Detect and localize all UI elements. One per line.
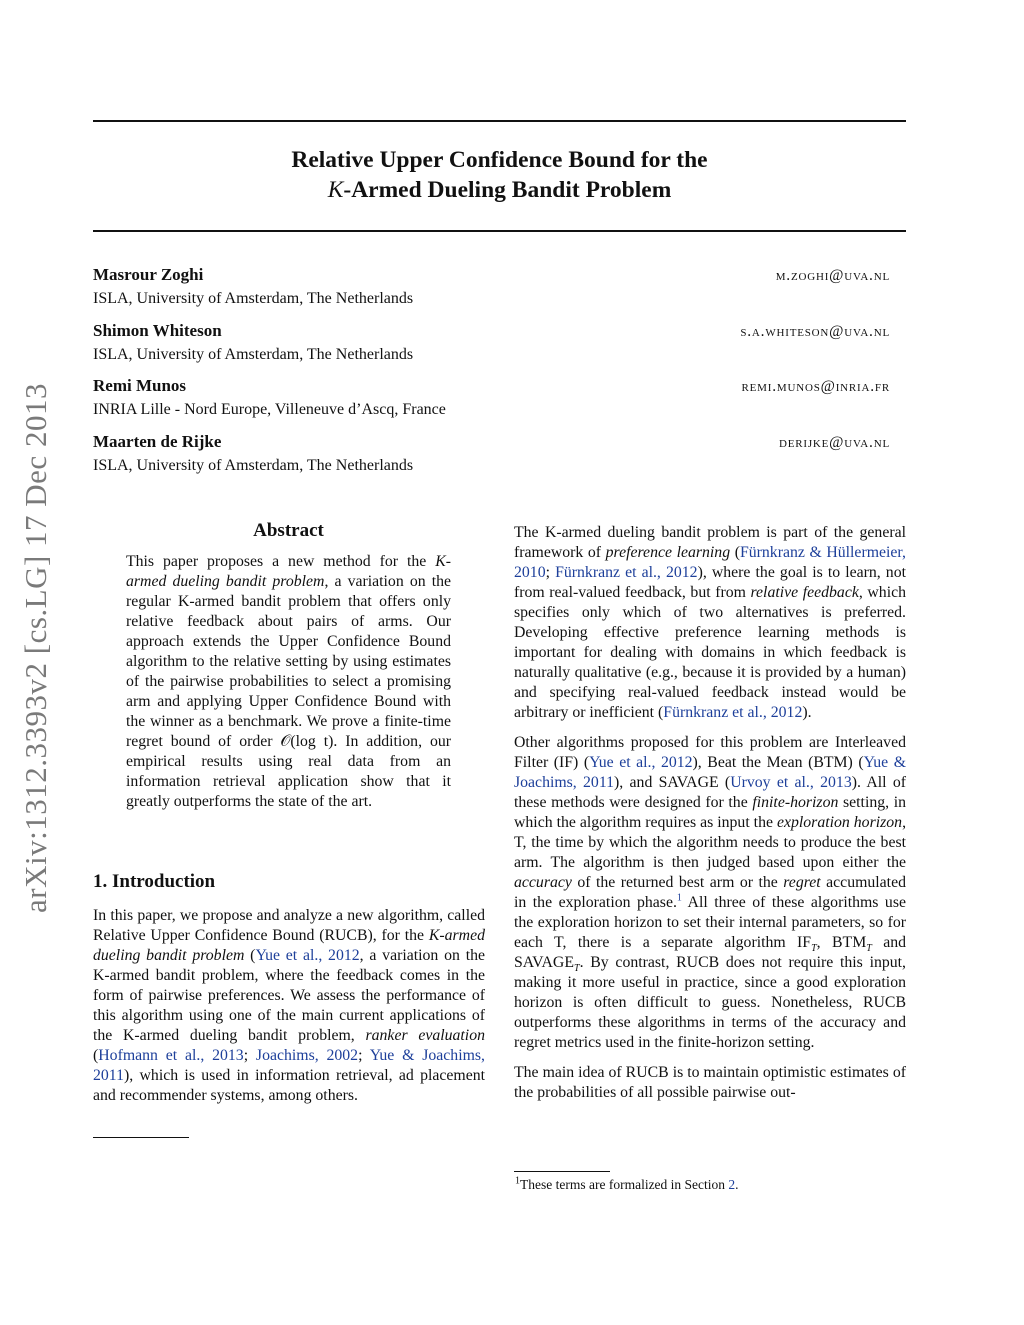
footnote-marker[interactable]: 1 (676, 892, 682, 904)
author-block (93, 375, 890, 422)
text-run: ). All of these methods were designed for the (514, 774, 906, 811)
abstract-emphasis: K-armed dueling bandit problem (126, 553, 451, 590)
title-line-2 (93, 175, 906, 205)
text-run: , which specifies only which of two alternatives is preferred. Developing effective preference learning methods is important for dealing with domains in which feedback is naturally qualitative (e.g., because it is provided by a human) and specifying real-valued feedback instead would be arbitrary or inefficient ( (514, 584, 906, 721)
author-email[interactable]: s.a.whiteson@uva.nl (740, 323, 890, 340)
left-column-rule (93, 1137, 189, 1138)
section-link[interactable]: 2 (728, 1177, 736, 1192)
citation-link[interactable]: Fürnkranz et al., 2012 (663, 704, 803, 721)
footnote (515, 1176, 739, 1194)
text-run: Other algorithms proposed for this problem are Interleaved Filter (IF) ( (514, 734, 906, 771)
subscript: T (811, 943, 817, 955)
text-run: , T, the time by which the algorithm needs to produce the best arm. The algorithm is then judged based upon either the (514, 814, 907, 871)
abstract-text: This paper proposes a new method for the (126, 553, 427, 570)
emphasis: relative feedback (750, 584, 859, 601)
author-name: Maarten de Rijke (93, 432, 222, 451)
text-run: . By contrast, RUCB does not require this input, making it more useful in practice, since a good exploration horizon is often difficult to guess. Nonetheless, RUCB outperforms these algorithms in terms of the accuracy and regret metrics used in the finite-horizon setting. (514, 954, 906, 1051)
abstract-body (126, 552, 451, 812)
arxiv-stamp: arXiv:1312.3393v2 [cs.LG] 17 Dec 2013 (18, 383, 53, 913)
footnote-number: 1 (515, 1175, 520, 1187)
text-run: ), Beat the Mean (BTM) ( (692, 754, 864, 771)
text-run: accumulated in the exploration phase. (514, 874, 906, 911)
intro-text: In this paper, we propose and analyze a new algorithm, called Relative Upper Confidence Bound (RUCB), for the (93, 907, 485, 944)
author-affiliation: ISLA, University of Amsterdam, The Netherlands (93, 290, 414, 307)
emphasis: accuracy (514, 874, 572, 891)
author-block (93, 320, 890, 367)
paper-title (93, 145, 906, 205)
paragraph: The K-armed dueling bandit problem is part of the general framework of preference learning (Fürnkranz & Hüllermeier, 2010; Fürnkranz et al., 2012), where the goal is to learn, not from real-valued feedback, but from relative feedback, which specifies only which of two alternatives is preferred. Developing effective preference learning methods is important for dealing with domains in which feedback is naturally qualitative (e.g., because it is provided by a human) and specifying real-valued feedback instead would be arbitrary or inefficient (Fürnkranz et al., 2012). (514, 524, 906, 721)
citation-link[interactable]: Yue & Joachims, 2011 (93, 1047, 485, 1084)
emphasis: finite-horizon (752, 794, 839, 811)
intro-text: ), which is used in information retrieval, ad placement and recommender systems, among others. (93, 1067, 485, 1104)
citation-link[interactable]: Hofmann et al., 2013 (98, 1047, 244, 1064)
subscript: T (866, 943, 872, 955)
introduction-body: In this paper, we propose and analyze a new algorithm, called Relative Upper Confidence Bound (RUCB), for the K-armed dueling bandit problem (Yue et al., 2012, a variation on the K-armed bandit problem, where the feedback comes in the form of pairwise preferences. We assess the performance of this algorithm using one of the main current applications of the K-armed dueling bandit problem, ranker evaluation (Hofmann et al., 2013; Joachims, 2002; Yue & Joachims, 2011), which is used in information retrieval, ad placement and recommender systems, among others. (93, 907, 485, 1104)
intro-emphasis: K-armed dueling bandit problem (93, 927, 485, 964)
citation-link[interactable]: Yue & Joachims, 2011 (514, 754, 906, 791)
title-rule-top (93, 120, 906, 122)
title-line-2-rest: -Armed Dueling Bandit Problem (343, 177, 672, 203)
author-email[interactable]: m.zoghi@uva.nl (775, 267, 890, 284)
citation-link[interactable]: Fürnkranz et al., 2012 (555, 564, 698, 581)
author-email[interactable]: remi.munos@inria.fr (741, 378, 890, 395)
author-affiliation: INRIA Lille - Nord Europe, Villeneuve d’Ascq, France (93, 401, 446, 418)
emphasis: exploration horizon (776, 814, 903, 831)
text-run: , BTM (816, 934, 867, 951)
citation-link[interactable]: Yue et al., 2012 (589, 754, 693, 771)
emphasis: preference learning (605, 544, 731, 561)
author-block (93, 431, 890, 478)
text-run: ), and SAVAGE ( (614, 774, 731, 791)
subscript: T (574, 963, 580, 975)
author-name: Shimon Whiteson (93, 321, 222, 340)
text-run: ). (802, 704, 812, 721)
intro-emphasis: ranker evaluation (365, 1027, 485, 1044)
section-heading-introduction: 1. Introduction (93, 871, 216, 892)
text-run: and SAVAGE (514, 934, 907, 971)
author-name: Masrour Zoghi (93, 265, 204, 284)
right-column-body (514, 523, 906, 1103)
title-rule-bottom (93, 230, 906, 232)
text-run: of the returned best arm or the (571, 874, 784, 891)
author-email[interactable]: derijke@uva.nl (778, 434, 890, 451)
footnote-end: . (735, 1177, 739, 1192)
intro-text: , a variation on the K-armed bandit problem, where the feedback comes in the form of pairwise preferences. We assess the performance of this algorithm using one of the main current applications of the K-armed dueling bandit problem, (93, 947, 485, 1044)
citation-link[interactable]: Urvoy et al., 2013 (730, 774, 852, 791)
author-affiliation: ISLA, University of Amsterdam, The Netherlands (93, 346, 414, 363)
author-name: Remi Munos (93, 376, 187, 395)
footnote-rule (514, 1171, 610, 1172)
text-run: setting, in which the algorithm requires as input the (514, 794, 906, 831)
author-affiliation: ISLA, University of Amsterdam, The Netherlands (93, 457, 414, 474)
abstract-heading: Abstract (253, 520, 324, 541)
author-block (93, 264, 890, 311)
footnote-text: These terms are formalized in Section (520, 1177, 729, 1192)
citation-link[interactable]: Yue et al., 2012 (255, 947, 360, 964)
text-run: ), where the goal is to learn, not from real-valued feedback, but from (514, 564, 906, 601)
citation-link[interactable]: Fürnkranz & Hüllermeier, 2010 (514, 544, 906, 581)
title-k: K (327, 177, 344, 203)
abstract-text: , a variation on the regular K-armed bandit problem that offers only relative feedback about pairs of arms. Our approach extends the Upper Confidence Bound algorithm to the relative setting by using estimates of the pairwise probabilities to select a promising arm and applying Upper Confidence Bound with the winner as a benchmark. We prove a finite-time regret bound of order 𝒪(log t). In addition, our empirical results using real data from an information retrieval application show that it greatly outperforms the state of the art. (126, 573, 452, 810)
citation-link[interactable]: Joachims, 2002 (255, 1047, 359, 1064)
emphasis: regret (783, 874, 821, 891)
text-run: All three of these algorithms use the exploration horizon to set their internal parameters, so for each T, there is a separate algorithm IF (514, 894, 906, 951)
text-run: The K-armed dueling bandit problem is part of the general framework of (514, 524, 906, 561)
paragraph: The main idea of RUCB is to maintain optimistic estimates of the probabilities of all possible pairwise out- (514, 1064, 906, 1101)
paragraph (514, 733, 906, 1053)
title-line-1: Relative Upper Confidence Bound for the (291, 147, 708, 173)
